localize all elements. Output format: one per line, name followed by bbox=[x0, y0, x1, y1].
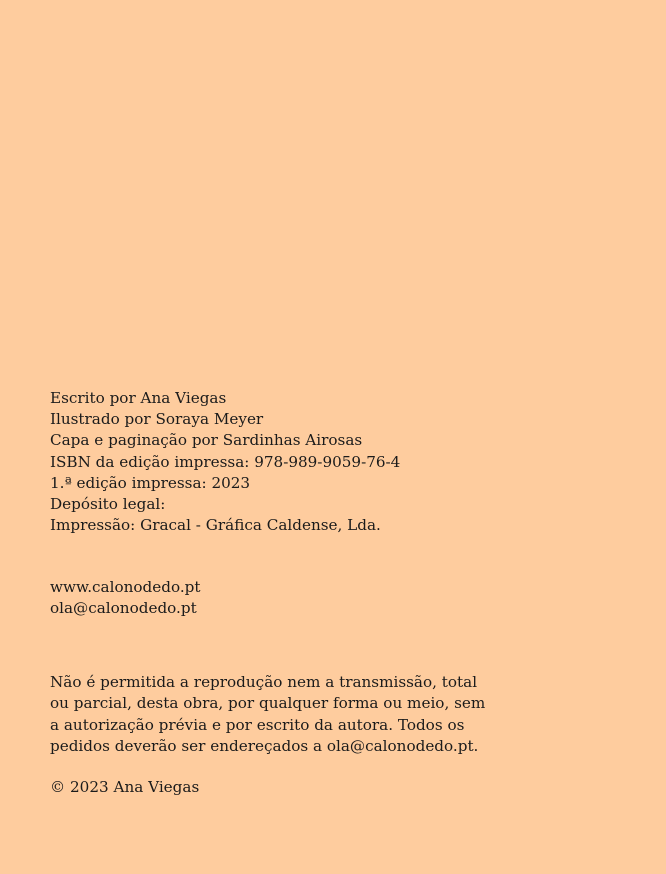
printing-line: Impressão: Gracal - Gráfica Caldense, Lda. bbox=[50, 516, 381, 535]
notice-line: ou parcial, desta obra, por qualquer forma ou meio, sem bbox=[50, 694, 486, 713]
legal-deposit-line: Depósito legal: bbox=[50, 495, 166, 514]
credits-block bbox=[50, 388, 400, 536]
illustrator-credit: Ilustrado por Soraya Meyer bbox=[50, 410, 264, 429]
rights-notice bbox=[50, 672, 510, 758]
contact-block bbox=[50, 577, 200, 619]
website-link[interactable]: www.calonodedo.pt bbox=[50, 578, 201, 596]
notice-line: Não é permitida a reprodução nem a transmissão, total bbox=[50, 673, 478, 691]
notice-line: a autorização prévia e por escrito da autora. Todos os bbox=[50, 715, 465, 734]
notice-line: pedidos deverão ser endereçados a ola@calonodedo.pt. bbox=[50, 737, 479, 756]
email-link[interactable]: ola@calonodedo.pt bbox=[50, 599, 197, 618]
author-credit: Escrito por Ana Viegas bbox=[50, 389, 227, 407]
edition-line: 1.ª edição impressa: 2023 bbox=[50, 473, 251, 492]
isbn-line: ISBN da edição impressa: 978-989-9059-76-4 bbox=[50, 452, 401, 471]
copyright-line: © 2023 Ana Viegas bbox=[50, 778, 200, 796]
design-credit: Capa e paginação por Sardinhas Airosas bbox=[50, 431, 363, 450]
